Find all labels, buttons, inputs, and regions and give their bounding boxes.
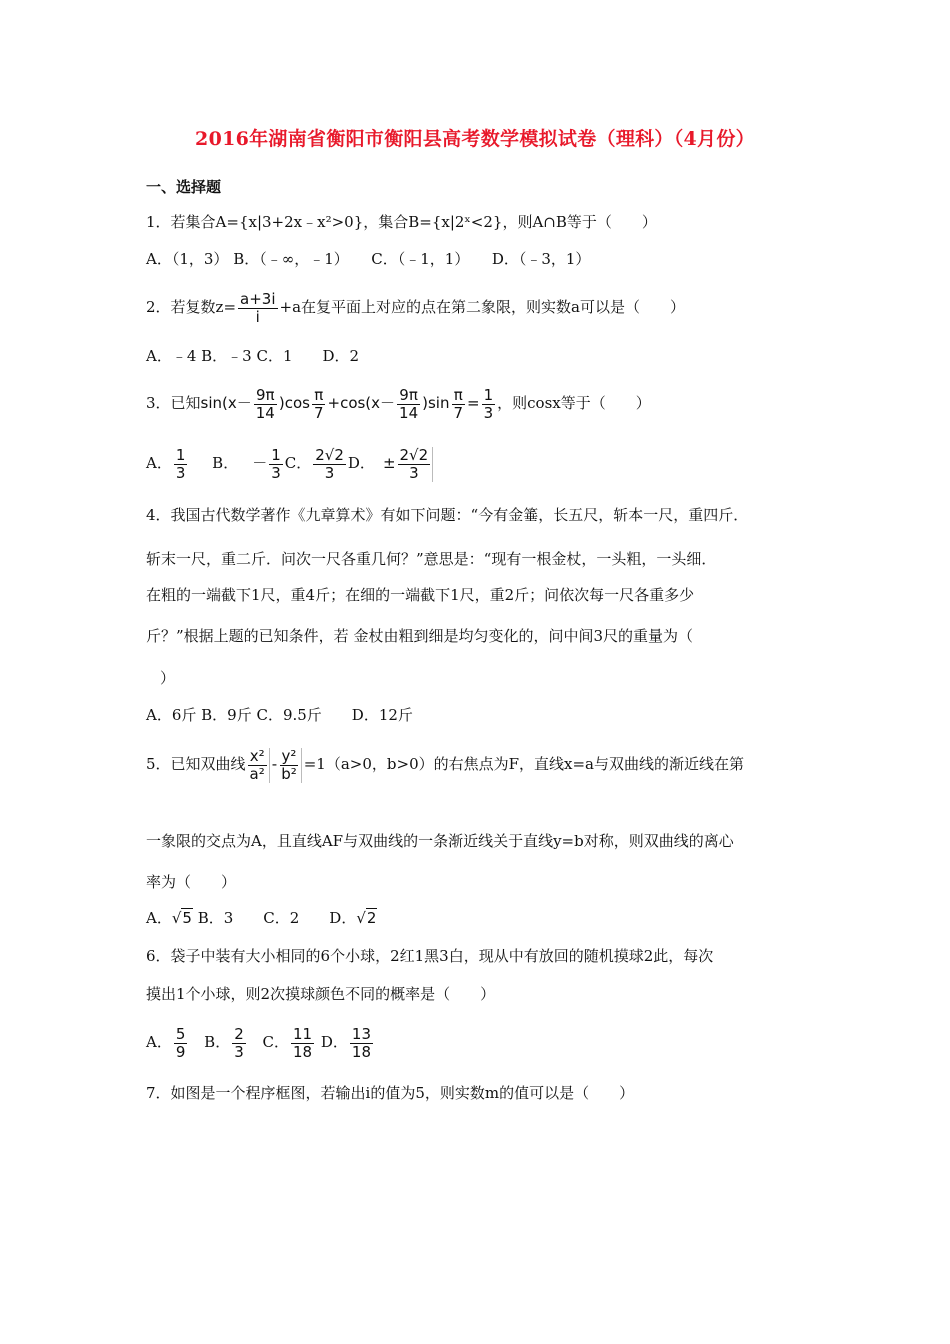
fraction-denominator: a² xyxy=(249,764,265,783)
fraction-numerator: y² xyxy=(281,746,297,765)
fraction xyxy=(238,291,277,326)
fraction xyxy=(174,1026,188,1061)
option-b-label: B． xyxy=(212,454,239,472)
fraction xyxy=(350,1026,373,1061)
option-d-label: D． xyxy=(320,1033,348,1051)
question-4-line-4: 斤？”根据上题的已知条件，若 金杖由粗到细是均匀变化的，问中间3尺的重量为（ xyxy=(146,627,693,645)
fraction-numerator: 11 xyxy=(293,1024,313,1043)
question-5 xyxy=(146,742,744,786)
fraction xyxy=(254,387,277,422)
fraction-denominator: 7 xyxy=(313,403,324,422)
fraction-denominator: 3 xyxy=(409,463,419,482)
radicand: 5 xyxy=(182,909,192,927)
question-3-prefix: 3．已知 xyxy=(146,394,201,412)
option-d-label: D． xyxy=(347,454,375,472)
fraction-numerator: π xyxy=(314,385,324,404)
fraction-denominator: 18 xyxy=(293,1042,313,1061)
question-5-line-2: 一象限的交点为A，且直线AF与双曲线的一条渐近线关于直线y=b对称，则双曲线的离心 xyxy=(146,832,734,850)
fraction xyxy=(451,387,465,422)
question-6-line-2: 摸出1个小球，则2次摸球颜色不同的概率是（ ） xyxy=(146,985,496,1003)
fraction-denominator: 14 xyxy=(399,403,419,422)
sqrt: √2 xyxy=(356,909,377,927)
math-text: = xyxy=(467,394,480,412)
option-a-label: A． xyxy=(146,454,172,472)
fraction xyxy=(248,748,270,783)
question-6-line-1: 6．袋子中装有大小相同的6个小球，2红1黑3白，现从中有放回的随机摸球2此，每次 xyxy=(146,947,714,965)
options-text: B．3 C．2 D． xyxy=(192,909,357,927)
math-text: +cos(x－ xyxy=(327,394,396,412)
question-4-options: A．6斤 B．9斤 C．9.5斤 D．12斤 xyxy=(146,706,413,724)
question-3-options xyxy=(146,442,435,484)
radicand: 2 xyxy=(366,909,377,927)
fraction-numerator: 2√2 xyxy=(399,445,429,464)
fraction-denominator: i xyxy=(255,307,260,326)
question-2-suffix: +a在复平面上对应的点在第二象限，则实数a可以是（ ） xyxy=(279,298,685,316)
question-6-options xyxy=(146,1022,375,1062)
question-5-suffix: =1（a>0，b>0）的右焦点为F，直线x=a与双曲线的渐近线在第 xyxy=(303,755,744,773)
fraction-numerator: 1 xyxy=(271,445,281,464)
fraction-numerator: 2 xyxy=(234,1024,244,1043)
fraction-denominator: 3 xyxy=(483,403,494,422)
fraction-numerator: π xyxy=(453,385,463,404)
math-text: - xyxy=(271,755,278,773)
fraction-denominator: 9 xyxy=(175,1042,186,1061)
fraction-numerator: 1 xyxy=(175,445,186,464)
fraction xyxy=(312,387,326,422)
question-2-options: A．﹣4 B．﹣3 C．1 D．2 xyxy=(146,347,360,365)
question-5-line-3: 率为（ ） xyxy=(146,873,237,891)
math-text: ± xyxy=(382,454,396,472)
question-1: 1．若集合A={x|3+2x﹣x²>0}，集合B={x|2ˣ<2}，则A∩B等于（ ） xyxy=(146,213,657,231)
fraction xyxy=(269,447,283,482)
fraction xyxy=(291,1026,314,1061)
fraction-numerator: a+3i xyxy=(240,289,276,308)
option-c-label: C． xyxy=(262,1033,290,1051)
fraction-denominator: 3 xyxy=(324,463,335,482)
fraction xyxy=(174,447,188,482)
fraction-denominator: 3 xyxy=(175,463,186,482)
fraction-numerator: 1 xyxy=(483,385,494,404)
question-2-prefix: 2．若复数z= xyxy=(146,298,237,316)
math-text: )cos xyxy=(278,394,310,412)
fraction-denominator: 18 xyxy=(351,1042,372,1061)
fraction-numerator: 13 xyxy=(351,1024,372,1043)
fraction-numerator: x² xyxy=(249,746,265,765)
sqrt: √5 xyxy=(171,909,192,927)
math-text: － xyxy=(252,454,268,472)
question-2 xyxy=(146,287,685,327)
question-5-prefix: 5．已知双曲线 xyxy=(146,755,246,773)
fraction xyxy=(482,387,496,422)
fraction-denominator: 3 xyxy=(234,1042,244,1061)
question-4-line-3: 在粗的一端截下1尺，重4斤；在细的一端截下1尺，重2斤；问依次每一尺各重多少 xyxy=(146,586,695,604)
question-1-options: A．（1，3） B．（﹣∞，﹣1） C．（﹣1，1） D．（﹣3，1） xyxy=(146,250,591,268)
fraction-denominator: 7 xyxy=(453,403,464,422)
option-a-label: A． xyxy=(146,1033,172,1051)
section-heading: 一、选择题 xyxy=(146,178,222,196)
math-text: sin(x－ xyxy=(200,394,252,412)
fraction-numerator: 9π xyxy=(256,385,275,404)
fraction-numerator: 5 xyxy=(175,1024,186,1043)
fraction xyxy=(398,447,434,482)
option-a-label: A． xyxy=(146,909,172,927)
fraction xyxy=(397,387,420,422)
fraction xyxy=(313,447,346,482)
question-5-options xyxy=(146,906,377,930)
math-text: )sin xyxy=(422,394,450,412)
fraction-denominator: 14 xyxy=(255,403,275,422)
question-3-suffix: ，则cosx等于（ ） xyxy=(497,394,651,412)
fraction-numerator: 9π xyxy=(399,385,418,404)
fraction xyxy=(232,1026,246,1061)
fraction-denominator: b² xyxy=(281,764,297,783)
question-4-line-2: 斩末一尺，重二斤．问次一尺各重几何？”意思是：“现有一根金杖，一头粗，一头细． xyxy=(146,550,717,568)
fraction-numerator: 2√2 xyxy=(315,445,344,464)
question-4-line-5: ） xyxy=(160,669,176,687)
page-title: 2016年湖南省衡阳市衡阳县高考数学模拟试卷（理科）（4月份） xyxy=(195,128,755,150)
option-c-label: C． xyxy=(284,454,312,472)
question-7: 7．如图是一个程序框图，若输出i的值为5，则实数m的值可以是（ ） xyxy=(146,1084,635,1102)
fraction xyxy=(279,748,302,783)
fraction-denominator: 3 xyxy=(271,463,281,482)
question-3 xyxy=(146,382,651,424)
question-4-line-1: 4．我国古代数学著作《九章算术》有如下问题：“今有金箠，长五尺，斩本一尺，重四斤． xyxy=(146,506,749,524)
option-b-label: B． xyxy=(204,1033,231,1051)
